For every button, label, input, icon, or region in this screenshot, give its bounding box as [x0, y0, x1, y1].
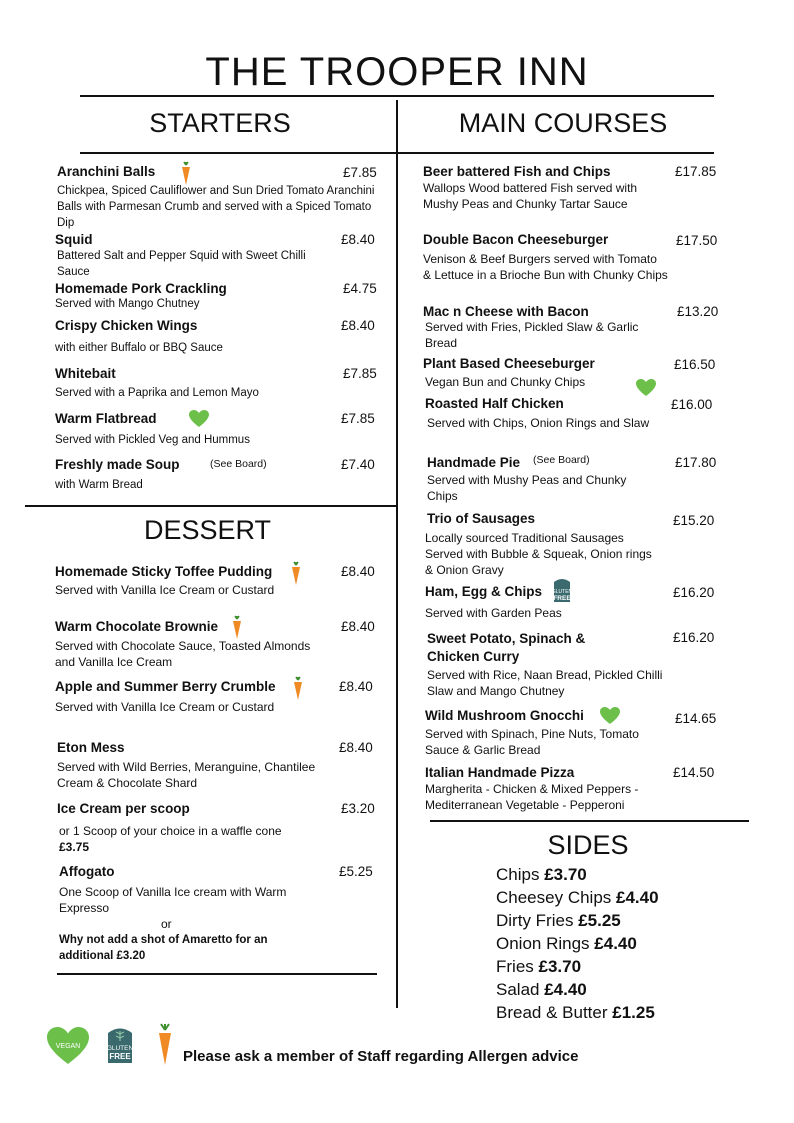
dessert-desc: Served with Chocolate Sauce, Toasted Almonds and Vanilla Ice Cream	[55, 639, 311, 669]
starter-name: Squid	[55, 232, 93, 247]
dessert-heading: DESSERT	[143, 515, 272, 545]
main-desc: Served with Garden Peas	[425, 606, 562, 620]
main-desc: Served with Mushy Peas and Chunky Chips	[427, 473, 627, 503]
starter-desc: Chickpea, Spiced Cauliflower and Sun Dried Tomato Aranchini Balls with Parmesan Crumb and served with a Spiced Tomato Dip	[57, 185, 375, 229]
main-name: Handmade Pie	[427, 455, 521, 470]
side-name: Chips	[496, 865, 540, 884]
or-text: or	[161, 917, 172, 931]
starter-price: £7.40	[341, 457, 375, 472]
side-name: Dirty Fries	[496, 911, 574, 930]
main-name: Double Bacon Cheeseburger	[423, 232, 609, 247]
main-desc: Served with Spinach, Pine Nuts, Tomato Sauce & Garlic Bread	[425, 727, 639, 757]
main-desc: Served with Rice, Naan Bread, Pickled Chilli Slaw and Mango Chutney	[427, 668, 663, 698]
side-name: Bread & Butter	[496, 1003, 608, 1022]
dessert-name: Warm Chocolate Brownie	[55, 619, 219, 634]
main-desc: Locally sourced Traditional Sausages Served with Bubble & Squeak, Onion rings & Onion Gravy	[425, 531, 652, 577]
dessert-desc	[59, 823, 284, 855]
starter-name: Whitebait	[55, 366, 116, 381]
gf-label-text: GLUTEN	[106, 1045, 134, 1052]
main-desc: Served with Chips, Onion Rings and Slaw	[427, 416, 650, 430]
side-name: Cheesey Chips	[496, 888, 612, 907]
starter-desc: Battered Salt and Pepper Squid with Sweet Chilli Sauce	[57, 250, 306, 278]
amaretto-offer: Why not add a shot of Amaretto for an additional £3.20	[59, 934, 268, 962]
vegan-heart-icon	[47, 1027, 89, 1065]
main-price: £16.50	[674, 357, 716, 372]
side-name: Salad	[496, 980, 540, 999]
dessert-desc-text: or 1 Scoop of your choice in a waffle cone	[59, 824, 282, 838]
main-price: £14.50	[673, 765, 715, 780]
gluten-free-badge-icon	[552, 578, 572, 604]
side-price: £4.40	[594, 934, 637, 953]
vegan-label-text: VEGAN	[55, 1043, 81, 1050]
main-name: Mac n Cheese with Bacon	[423, 304, 589, 319]
vegan-heart-icon	[636, 379, 656, 397]
main-desc: Vegan Bun and Chunky Chips	[425, 375, 586, 389]
main-desc: Margherita - Chicken & Mixed Peppers - Mediterranean Vegetable - Pepperoni	[425, 782, 639, 812]
starter-name: Aranchini Balls	[57, 164, 156, 179]
starter-desc: Served with a Paprika and Lemon Mayo	[55, 387, 259, 399]
carrot-icon	[290, 562, 302, 586]
main-price: £14.65	[675, 711, 717, 726]
vegan-heart-icon	[189, 410, 209, 428]
waffle-cone-price: £3.75	[59, 840, 90, 854]
see-board-note: (See Board)	[533, 454, 590, 466]
main-price: £16.20	[673, 585, 715, 600]
dessert-price: £8.40	[341, 564, 375, 579]
dessert-price: £8.40	[339, 679, 373, 694]
main-name: Roasted Half Chicken	[425, 396, 564, 411]
mains-heading: MAIN COURSES	[458, 108, 668, 138]
allergen-notice: Please ask a member of Staff regarding Allergen advice	[183, 1048, 579, 1065]
starter-name: Crispy Chicken Wings	[55, 318, 198, 333]
side-item	[496, 1003, 655, 1023]
main-desc: Venison & Beef Burgers served with Tomato & Lettuce in a Brioche Bun with Chunky Chips	[423, 252, 668, 282]
main-price: £16.00	[671, 397, 713, 412]
main-price: £13.20	[677, 304, 719, 319]
gluten-free-badge-icon	[106, 1027, 134, 1065]
starter-desc: with Warm Bread	[55, 479, 143, 491]
main-name: Ham, Egg & Chips	[425, 584, 543, 599]
main-name: Sweet Potato, Spinach & Chicken Curry	[427, 631, 586, 664]
side-price: £4.40	[616, 888, 659, 907]
starter-desc: Served with Mango Chutney	[55, 298, 200, 310]
main-price: £17.85	[675, 164, 717, 179]
dessert-name: Eton Mess	[57, 740, 125, 755]
dessert-name: Ice Cream per scoop	[57, 801, 190, 816]
side-item	[496, 957, 581, 977]
vegan-heart-icon	[600, 707, 620, 725]
starter-price: £7.85	[343, 366, 377, 381]
side-price: £3.70	[538, 957, 582, 976]
carrot-icon	[292, 677, 304, 701]
starter-name: Warm Flatbread	[55, 411, 157, 426]
starter-price: £4.75	[343, 281, 377, 296]
side-price: £4.40	[544, 980, 587, 999]
side-item	[496, 888, 659, 908]
starters-heading: STARTERS	[149, 108, 291, 138]
gf-label-text: GLUTEN	[551, 589, 573, 595]
main-desc: Served with Fries, Pickled Slaw & Garlic Bread	[425, 320, 639, 350]
side-item	[496, 911, 621, 931]
main-price: £17.80	[675, 455, 717, 470]
dessert-desc: Served with Wild Berries, Meranguine, Chantilee Cream & Chocolate Shard	[57, 760, 316, 790]
title-divider	[80, 95, 714, 97]
side-item	[496, 934, 637, 954]
carrot-icon	[157, 1024, 173, 1066]
dessert-name: Homemade Sticky Toffee Pudding	[55, 564, 273, 579]
side-price: £5.25	[578, 911, 621, 930]
side-name: Fries	[496, 957, 534, 976]
main-price: £15.20	[673, 513, 715, 528]
dessert-desc: Served with Vanilla Ice Cream or Custard	[55, 700, 275, 714]
starter-name: Freshly made Soup	[55, 457, 180, 472]
sides-heading: SIDES	[547, 830, 629, 860]
main-name: Trio of Sausages	[427, 511, 536, 526]
see-board-note: (See Board)	[210, 458, 267, 470]
main-desc: Wallops Wood battered Fish served with Mushy Peas and Chunky Tartar Sauce	[423, 181, 638, 211]
starter-price: £8.40	[341, 232, 375, 247]
page-title: THE TROOPER INN	[205, 50, 589, 94]
dessert-name: Affogato	[59, 864, 115, 879]
carrot-icon	[231, 616, 243, 640]
dessert-price: £5.25	[339, 864, 373, 879]
side-item	[496, 865, 587, 885]
side-name: Onion Rings	[496, 934, 590, 953]
dessert-divider	[57, 973, 377, 975]
starter-desc: Served with Pickled Veg and Hummus	[55, 434, 250, 446]
dessert-price: £8.40	[339, 740, 373, 755]
dessert-price: £3.20	[341, 801, 375, 816]
dessert-name: Apple and Summer Berry Crumble	[55, 679, 276, 694]
main-price: £17.50	[676, 233, 718, 248]
side-price: £1.25	[612, 1003, 655, 1022]
mains-divider	[430, 820, 749, 822]
dessert-desc: One Scoop of Vanilla Ice cream with Warm Expresso	[59, 885, 287, 915]
dessert-price: £8.40	[341, 619, 375, 634]
side-price: £3.70	[544, 865, 587, 884]
heading-divider	[80, 152, 714, 154]
main-name: Wild Mushroom Gnocchi	[425, 708, 584, 723]
gf-label-text: FREE	[109, 1052, 131, 1061]
starter-name: Homemade Pork Crackling	[55, 281, 227, 296]
starters-divider	[25, 505, 397, 507]
starter-price: £7.85	[341, 411, 375, 426]
main-name: Italian Handmade Pizza	[425, 765, 575, 780]
gf-label-text: FREE	[553, 595, 571, 602]
starter-price: £8.40	[341, 318, 375, 333]
main-name: Plant Based Cheeseburger	[423, 356, 595, 371]
starter-desc: with either Buffalo or BBQ Sauce	[55, 342, 223, 354]
starter-price: £7.85	[343, 165, 377, 180]
main-price: £16.20	[673, 630, 715, 645]
side-item	[496, 980, 587, 1000]
column-divider	[396, 100, 398, 1008]
dessert-desc: Served with Vanilla Ice Cream or Custard	[55, 583, 275, 597]
main-name: Beer battered Fish and Chips	[423, 164, 611, 179]
